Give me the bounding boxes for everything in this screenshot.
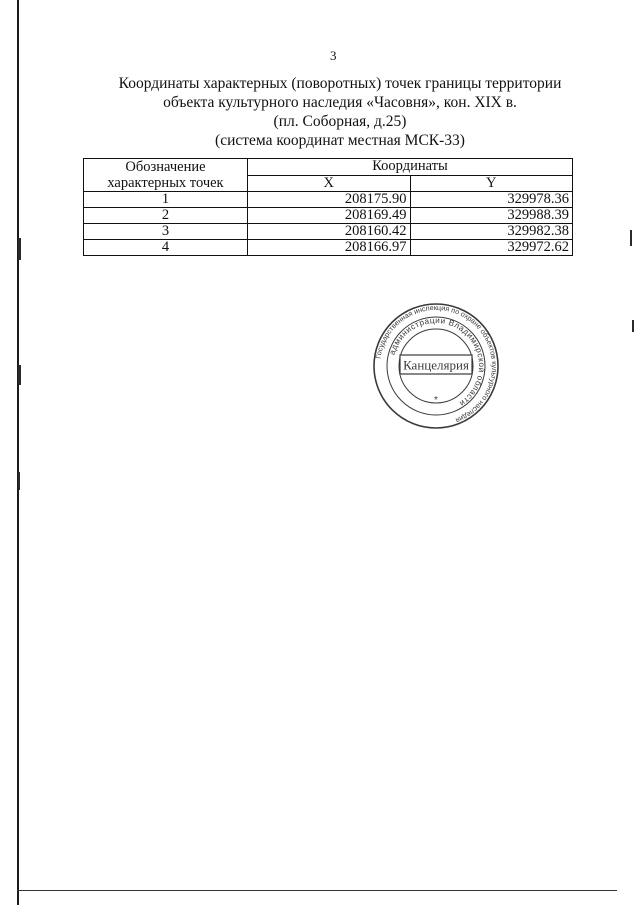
cell-y: 329982.38 [410, 224, 573, 240]
header-y: Y [410, 175, 573, 192]
header-coordinates: Координаты [248, 159, 573, 176]
header-point-designation: Обозначение характерных точек [84, 159, 248, 192]
scan-mark [630, 230, 632, 246]
cell-x: 208160.42 [248, 224, 411, 240]
stamp-star: * [434, 395, 438, 406]
document-title [100, 74, 580, 150]
cell-point: 2 [84, 208, 248, 224]
table-header-row [84, 159, 573, 176]
cell-y: 329988.39 [410, 208, 573, 224]
page-number: 3 [330, 48, 337, 63]
title-line-3: (пл. Соборная, д.25) [273, 113, 407, 130]
cell-x: 208166.97 [248, 240, 411, 256]
office-stamp [372, 302, 500, 430]
scan-edge-left [17, 0, 19, 905]
stamp-ring-outer-text: Государственная инспекция по охране объектов культурного наследия [373, 302, 500, 426]
scan-edge-bottom [17, 890, 617, 891]
cell-point: 4 [84, 240, 248, 256]
cell-y: 329972.62 [410, 240, 573, 256]
scan-mark [18, 365, 21, 385]
title-line-1: Координаты характерных (поворотных) точек границы территории [118, 75, 562, 92]
title-line-2: объекта культурного наследия «Часовня», кон. XIX в. [163, 94, 517, 111]
cell-point: 3 [84, 224, 248, 240]
coordinates-table [83, 158, 573, 256]
cell-y: 329978.36 [410, 192, 573, 208]
header-x: X [248, 175, 411, 192]
title-line-4: (система координат местная МСК-33) [215, 132, 465, 149]
table-row [84, 192, 573, 208]
cell-x: 208169.49 [248, 208, 411, 224]
stamp-center-text: Канцелярия [403, 357, 469, 373]
scan-mark [18, 238, 21, 260]
table-row [84, 224, 573, 240]
scan-mark [632, 320, 634, 332]
table-row [84, 208, 573, 224]
stamp-ring-inner-text: администрации Владимирской области [387, 315, 487, 409]
cell-point: 1 [84, 192, 248, 208]
scan-mark [18, 472, 20, 490]
stamp-seal [372, 302, 500, 430]
table-row [84, 240, 573, 256]
cell-x: 208175.90 [248, 192, 411, 208]
